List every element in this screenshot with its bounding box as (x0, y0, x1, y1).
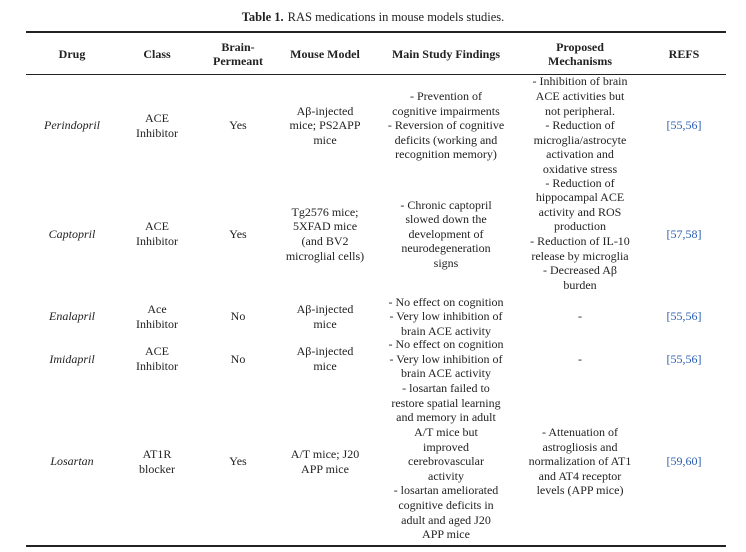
class-line: Inhibitor (136, 316, 178, 331)
findings-line: - No effect on cognition (388, 294, 504, 309)
class-line: ACE (145, 110, 169, 125)
model-line: mice; PS2APP (289, 118, 361, 133)
refs-line: [59,60] (666, 454, 702, 469)
caption-label: Table 1. (241, 10, 284, 24)
findings-line: cerebrovascular (408, 454, 484, 469)
table-caption (0, 9, 746, 25)
row-2-class-cell (114, 175, 200, 293)
findings-line: - losartan ameliorated (393, 483, 499, 498)
mechanisms-line: - Reduction of (545, 175, 615, 190)
row-4-class-cell (114, 340, 200, 378)
row-1-findings-cell (374, 76, 518, 175)
header-class: Class (143, 46, 171, 61)
model-line: APP mice (301, 461, 349, 476)
findings-line: APP mice (422, 527, 470, 542)
row-2-brain-cell (200, 175, 276, 293)
row-4-drug-cell (30, 340, 114, 378)
findings-line: development of (408, 226, 484, 241)
findings-line: signs (433, 255, 459, 270)
mechanisms-line: and AT4 receptor (538, 468, 622, 483)
row-2-refs-cell[interactable] (642, 175, 726, 293)
findings-line: - Very low inhibition of (389, 351, 503, 366)
refs-line: [57,58] (666, 226, 702, 241)
mechanisms-line: not peripheral. (545, 103, 615, 118)
findings-line: improved (423, 439, 469, 454)
class-line: ACE (145, 219, 169, 234)
refs-line: [55,56] (666, 351, 702, 366)
drug-line: Losartan (50, 454, 94, 469)
row-5-drug-cell (30, 378, 114, 545)
header-refs: REFS (668, 46, 700, 61)
model-line: Aβ-injected (296, 103, 354, 118)
row-1-brain-cell (200, 76, 276, 175)
model-line: (and BV2 (301, 234, 349, 248)
caption-text: RAS medications in mouse models studies. (287, 10, 505, 24)
row-3-refs-cell[interactable] (642, 293, 726, 340)
model-line: A/T mice; J20 (290, 446, 360, 461)
class-line: AT1R (142, 446, 172, 461)
class-line: Inhibitor (136, 359, 178, 373)
model-line: Aβ-injected (296, 301, 354, 316)
model-line: mice (313, 359, 337, 373)
row-4-mechanisms-cell (518, 340, 642, 378)
mechanisms-line: production (554, 219, 606, 234)
row-4-model-cell (276, 340, 374, 378)
model-line: mice (313, 316, 337, 331)
findings-line: neurodegeneration (401, 241, 491, 256)
findings-line: brain ACE activity (401, 366, 491, 381)
refs-line: [55,56] (666, 118, 702, 133)
findings-line: A/T mice but (414, 425, 478, 440)
findings-line: adult and aged J20 (401, 512, 491, 527)
mechanisms-line: levels (APP mice) (536, 483, 624, 498)
mechanisms-line: - (578, 309, 582, 324)
model-line: Tg2576 mice; (291, 204, 359, 219)
mechanisms-line: release by microglia (531, 248, 629, 263)
row-2-drug-cell (30, 175, 114, 293)
findings-line: activity (428, 468, 464, 483)
row-5-mechanisms-cell (518, 378, 642, 545)
mechanisms-line: - Decreased Aβ (542, 263, 618, 278)
model-line: mice (313, 132, 337, 147)
findings-line: - Prevention of (410, 89, 482, 104)
mechanisms-line: burden (563, 277, 597, 292)
row-3-drug-cell (30, 293, 114, 340)
mechanisms-line: - (578, 351, 582, 366)
drug-line: Enalapril (48, 309, 95, 324)
mechanisms-line: - Inhibition of brain (532, 74, 628, 89)
header-brain-permeant: Brain- Permeant (213, 39, 263, 68)
drug-line: Imidapril (49, 351, 95, 366)
findings-line: brain ACE activity (401, 323, 491, 338)
row-3-class-cell (114, 293, 200, 340)
row-1-refs-cell[interactable] (642, 76, 726, 175)
findings-line: - No effect on cognition (388, 337, 504, 352)
row-3-model-cell (276, 293, 374, 340)
mechanisms-line: astrogliosis and (542, 439, 618, 454)
row-5-model-cell (276, 378, 374, 545)
model-line: microglial cells) (285, 248, 365, 263)
refs-line: [55,56] (666, 309, 702, 324)
mechanisms-line: hippocampal ACE (535, 190, 625, 205)
class-line: ACE (145, 344, 169, 359)
class-line: Inhibitor (136, 234, 178, 248)
class-line: Ace (147, 301, 167, 316)
mechanisms-line: microglia/astrocyte (533, 132, 627, 147)
row-5-class-cell (114, 378, 200, 545)
findings-line: - losartan failed to (402, 381, 490, 396)
mechanisms-line: activity and ROS (538, 204, 622, 219)
brain-line: No (230, 309, 246, 324)
findings-line: slowed down the (405, 212, 487, 227)
row-4-findings-cell (374, 337, 518, 381)
row-3-findings-cell (374, 293, 518, 340)
mechanisms-line: ACE activities but (535, 89, 625, 104)
row-1-mechanisms-cell (518, 76, 642, 175)
brain-line: No (230, 351, 246, 366)
drug-line: Captopril (48, 226, 96, 241)
header-drug: Drug (58, 46, 86, 61)
row-5-brain-cell (200, 378, 276, 545)
brain-line: Yes (229, 118, 247, 133)
mechanisms-line: normalization of AT1 (528, 454, 632, 469)
header-findings: Main Study Findings (391, 46, 501, 61)
row-5-refs-cell[interactable] (642, 378, 726, 545)
row-4-refs-cell[interactable] (642, 340, 726, 378)
row-3-brain-cell (200, 293, 276, 340)
class-line: Inhibitor (136, 125, 178, 140)
row-2-model-cell (276, 175, 374, 293)
findings-line: cognitive deficits in (398, 497, 494, 512)
findings-line: deficits (working and (394, 132, 498, 147)
header-mechanisms: Proposed Mechanisms (548, 39, 612, 68)
bottom-rule (26, 545, 726, 547)
row-3-mechanisms-cell (518, 293, 642, 340)
findings-line: and memory in adult (396, 410, 496, 425)
brain-line: Yes (229, 454, 247, 469)
header-mouse-model: Mouse Model (290, 46, 360, 61)
mechanisms-line: - Reduction of (545, 118, 615, 133)
mechanisms-line: oxidative stress (542, 161, 618, 176)
model-line: Aβ-injected (296, 344, 354, 359)
brain-line: Yes (229, 226, 247, 241)
findings-line: recognition memory) (395, 147, 497, 162)
mechanisms-line: activation and (546, 147, 614, 162)
findings-line: cognitive impairments (392, 103, 500, 118)
mechanisms-line: - Reduction of IL-10 (530, 234, 630, 248)
row-2-mechanisms-cell (518, 175, 642, 293)
findings-line: - Chronic captopril (400, 197, 492, 212)
row-1-class-cell (114, 76, 200, 175)
class-line: blocker (139, 461, 175, 476)
row-1-model-cell (276, 76, 374, 175)
model-line: 5XFAD mice (292, 219, 358, 234)
row-2-findings-cell (374, 175, 518, 293)
row-5-findings-cell (374, 378, 518, 545)
row-4-brain-cell (200, 340, 276, 378)
mechanisms-line: - Attenuation of (542, 425, 618, 440)
drug-line: Perindopril (44, 118, 100, 133)
findings-line: restore spatial learning (391, 395, 501, 410)
findings-line: - Very low inhibition of (389, 309, 503, 324)
row-1-drug-cell (30, 76, 114, 175)
findings-line: - Reversion of cognitive (387, 118, 505, 133)
